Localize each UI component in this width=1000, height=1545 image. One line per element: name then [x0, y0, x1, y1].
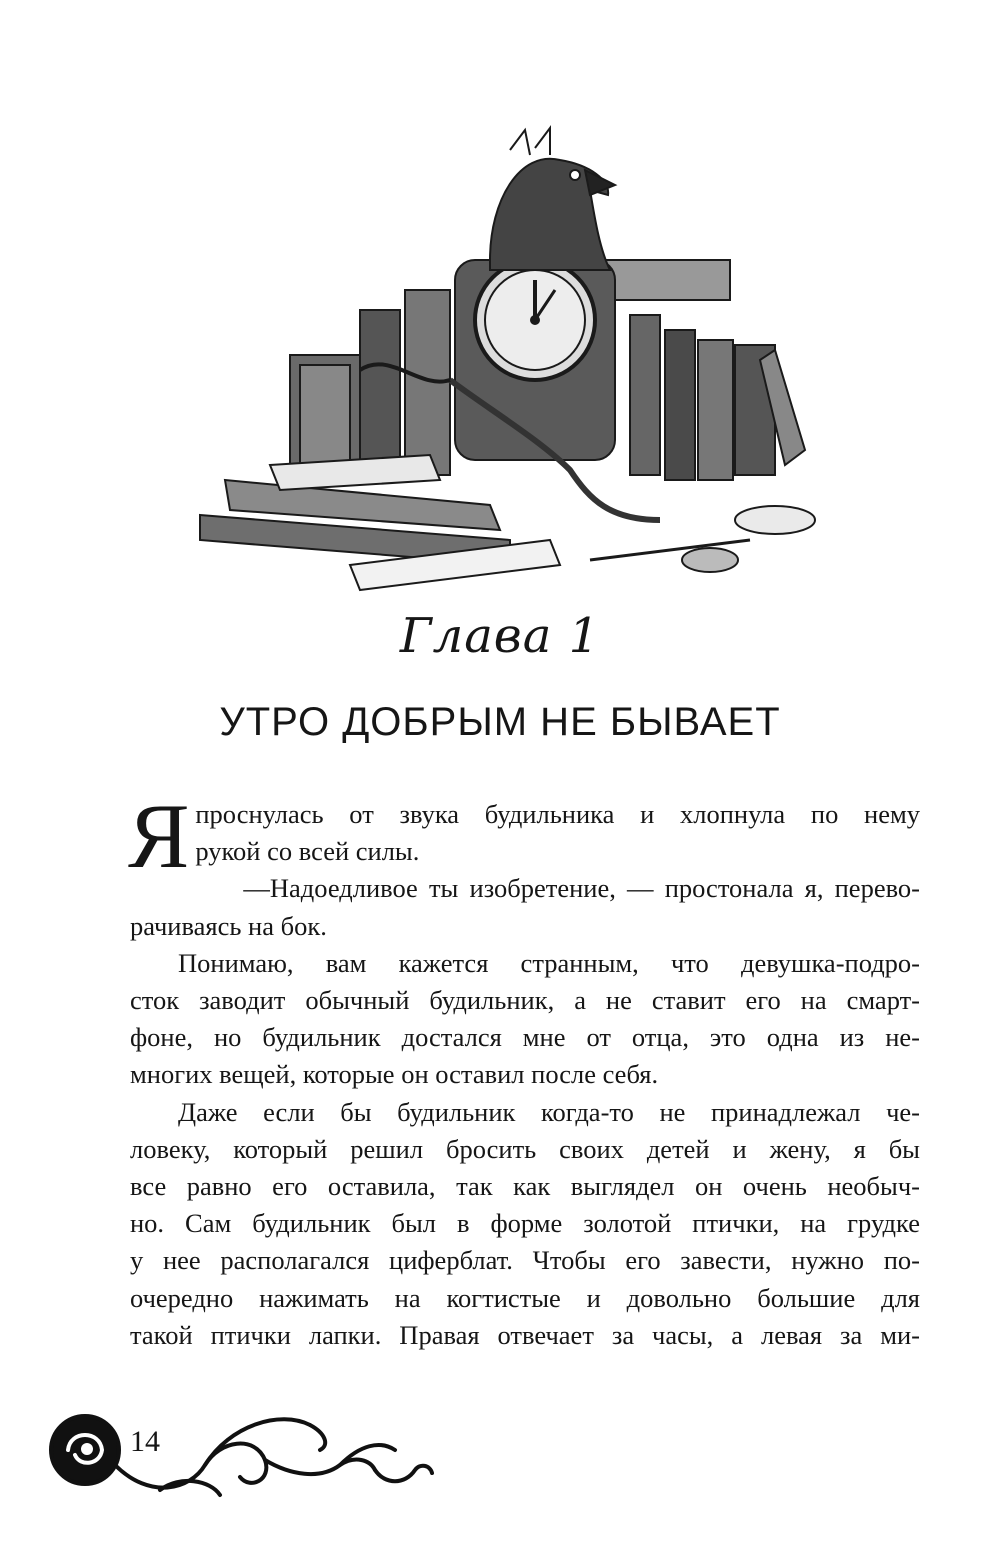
- chapter-title: УТРО ДОБРЫМ НЕ БЫВАЕТ: [219, 700, 781, 744]
- paragraph-end-line: рукой со всей силы.: [195, 836, 420, 867]
- text-line: Понимаю, вам кажется странным, что девушка-подро-: [178, 947, 920, 978]
- text-line: у нее располагался циферблат. Чтобы его завести, нужно по-: [130, 1245, 920, 1276]
- bird-clock-books-illustration: [190, 120, 830, 600]
- paragraph-end-line: многих вещей, которые он оставил после себя.: [130, 1059, 659, 1090]
- drop-cap: Я: [128, 785, 190, 887]
- text-line: —Надоедливое ты изобретение, — простонала я, перево-: [243, 873, 920, 904]
- text-line: такой птички лапки. Правая отвечает за часы, а левая за ми-: [130, 1319, 920, 1350]
- text-line: очередно нажимать на когтистые и довольно большие для: [130, 1282, 920, 1313]
- text-line: Даже если бы будильник когда-то не принадлежал че-: [178, 1096, 920, 1127]
- text-line: все равно его оставила, так как выглядел он очень необыч-: [130, 1171, 920, 1202]
- text-line: но. Сам будильник был в форме золотой птички, на грудке: [130, 1208, 920, 1239]
- floral-flourish-icon: [40, 1405, 440, 1505]
- page-number: 14: [130, 1425, 160, 1458]
- chapter-label: Глава 1: [399, 608, 601, 664]
- text-line: сток заводит обычный будильник, а не ставит его на смарт-: [130, 985, 920, 1016]
- paragraph-end-line: рачиваясь на бок.: [130, 910, 327, 941]
- text-line: фоне, но будильник достался мне от отца, это одна из не-: [130, 1022, 920, 1053]
- body-text: [128, 785, 920, 1354]
- text-line: ловеку, который решил бросить своих детей и жену, я бы: [130, 1133, 920, 1164]
- text-line: проснулась от звука будильника и хлопнула по нему: [195, 799, 920, 829]
